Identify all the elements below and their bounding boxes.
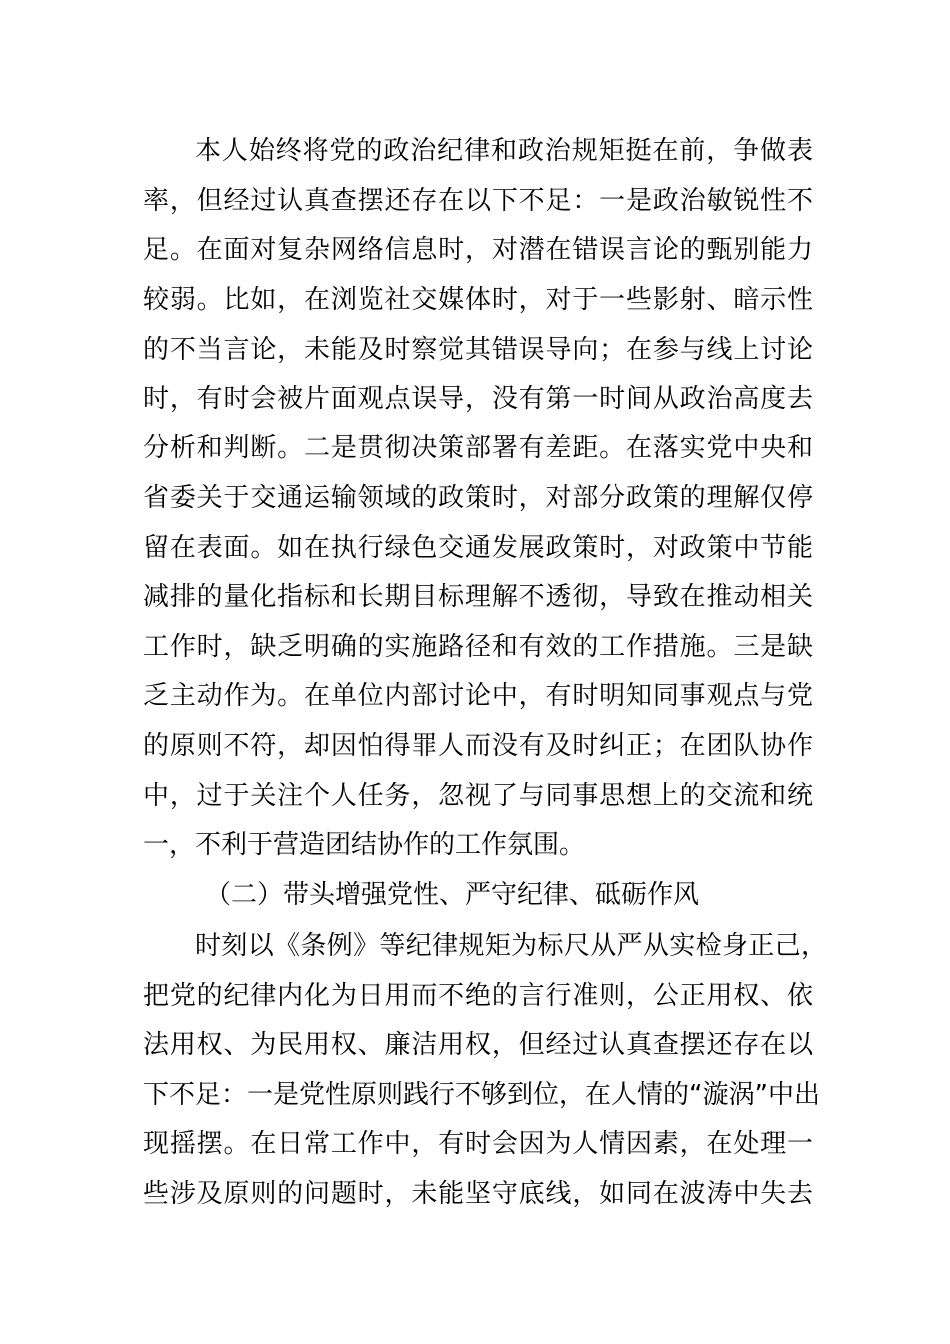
text-line: 一，不利于营造团结协作的工作氛围。 — [143, 830, 586, 860]
text-line: 时刻以《条例》等纪律规矩为标尺从严从实检身正己， — [195, 931, 827, 961]
text-line: 中，过于关注个人任务，忽视了与同事思想上的交流和统 — [143, 781, 813, 811]
text-line: 乏主动作为。在单位内部讨论中，有时明知同事观点与党 — [143, 681, 813, 711]
text-line: 工作时，缺乏明确的实施路径和有效的工作措施。三是缺 — [143, 632, 813, 662]
text-line: 足。在面对复杂网络信息时，对潜在错误言论的甄别能力 — [143, 235, 813, 265]
text-line: 本人始终将党的政治纪律和政治规矩挺在前，争做表 — [195, 136, 813, 166]
text-line: 率，但经过认真查摆还存在以下不足：一是政治敏锐性不 — [143, 186, 813, 216]
text-line: 把党的纪律内化为日用而不绝的言行准则，公正用权、依 — [143, 981, 813, 1011]
text-line: 法用权、为民用权、廉洁用权，但经过认真查摆还存在以 — [143, 1030, 813, 1060]
text-line: 现摇摆。在日常工作中，有时会因为人情因素，在处理一 — [143, 1129, 813, 1159]
text-line: 较弱。比如，在浏览社交媒体时，对于一些影射、暗示性 — [143, 285, 813, 315]
text-line: 时，有时会被片面观点误导，没有第一时间从政治高度去 — [143, 384, 813, 414]
text-line: 的原则不符，却因怕得罪人而没有及时纠正；在团队协作 — [143, 731, 813, 761]
text-line: 分析和判断。二是贯彻决策部署有差距。在落实党中央和 — [143, 433, 813, 463]
text-line: 的不当言论，未能及时察觉其错误导向；在参与线上讨论 — [143, 335, 813, 365]
text-line: 留在表面。如在执行绿色交通发展政策时，对政策中节能 — [143, 533, 813, 563]
text-line: 些涉及原则的问题时，未能坚守底线，如同在波涛中失去 — [143, 1179, 813, 1209]
text-line: 省委关于交通运输领域的政策时，对部分政策的理解仅停 — [143, 483, 813, 513]
text-line: 下不足：一是党性原则践行不够到位，在人情的“漩涡”中出 — [143, 1080, 820, 1110]
text-line: 减排的量化指标和长期目标理解不透彻，导致在推动相关 — [143, 582, 813, 612]
section-heading: （二）带头增强党性、严守纪律、砥砺作风 — [205, 880, 700, 910]
